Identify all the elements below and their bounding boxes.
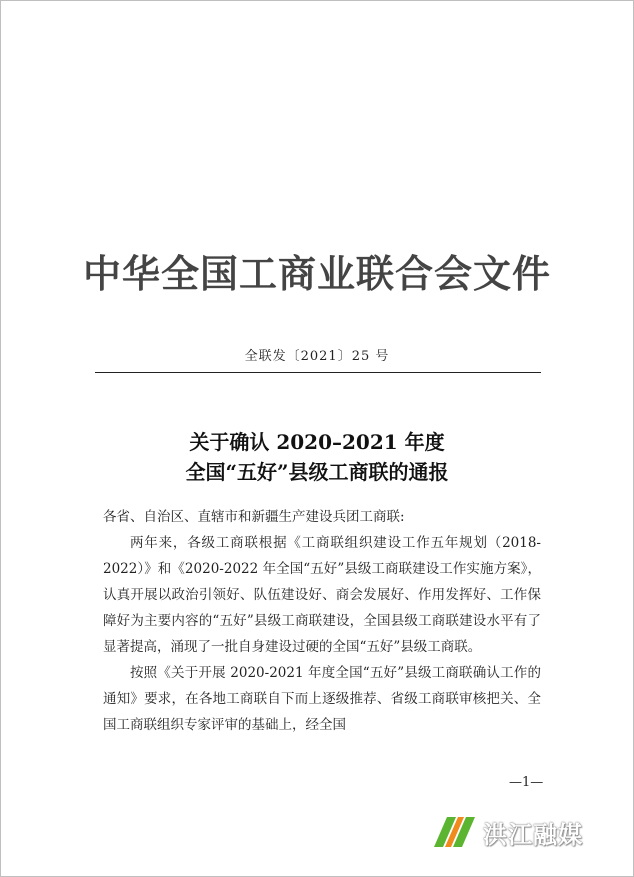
header-divider <box>95 372 541 373</box>
body-paragraph-1: 两年来，各级工商联根据《工商联组织建设工作五年规划（2018-2022）》和《2020-2022 年全国“五好”县级工商联建设工作实施方案》，认真开展以政治引领好、队伍建设好、商会发展好、作用发挥好、工作保障好为主要内容的“五好”县级工商联建设，全国县级工商联建设水平有了显著提高，涌现了一批自身建设过硬的全国“五好”县级工商联。 <box>103 535 541 655</box>
notice-title <box>1 427 633 487</box>
page-number: —1— <box>509 775 544 790</box>
body-paragraph-2: 按照《关于开展 2020-2021 年度全国“五好”县级工商联确认工作的通知》要求，在各地工商联自下而上逐级推荐、省级工商联审核把关、全国工商联组织专家评审的基础上，经全国 <box>103 665 541 733</box>
notice-body <box>103 504 541 738</box>
addressee: 各省、自治区、直辖市和新疆生产建设兵团工商联: <box>103 509 405 525</box>
watermark-text: 洪江融媒 <box>483 820 583 849</box>
document-number: 全联发〔2021〕25 号 <box>244 349 390 364</box>
org-title: 中华全国工商业联合会文件 <box>82 251 551 296</box>
watermark <box>431 813 583 851</box>
notice-title-line-2: 全国“五好”县级工商联的通报 <box>185 460 449 484</box>
notice-title-line-1: 关于确认 2020–2021 年度 <box>189 430 445 454</box>
hongjiang-media-logo-icon <box>431 813 477 851</box>
